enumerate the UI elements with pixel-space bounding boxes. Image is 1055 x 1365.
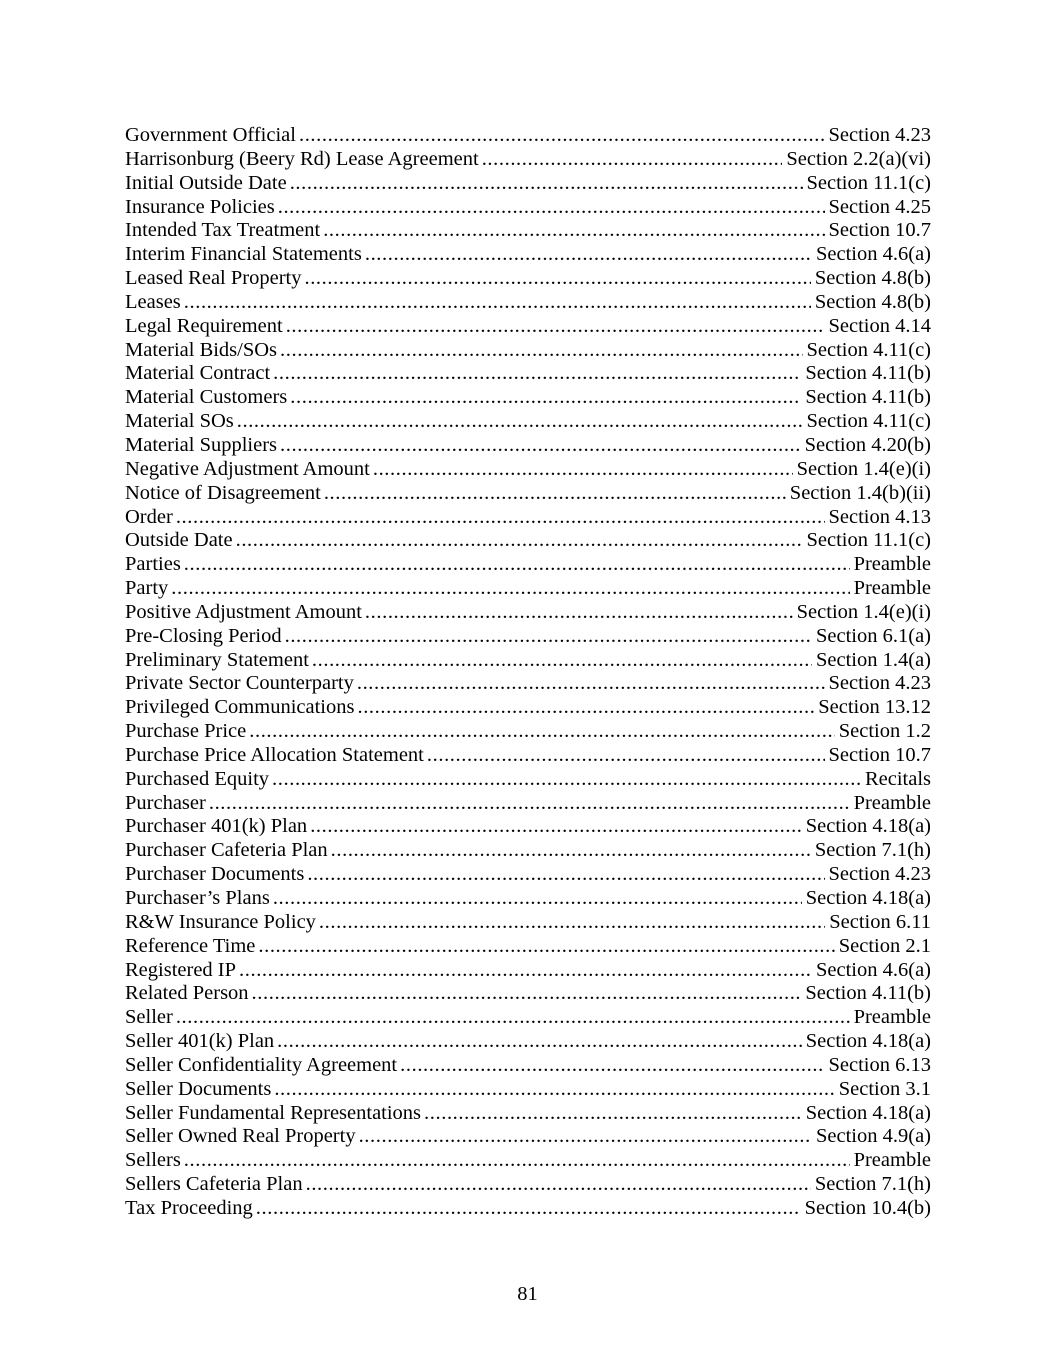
term-label: Leases <box>125 290 181 313</box>
term-label: Purchaser Cafeteria Plan <box>125 839 328 862</box>
term-label: Seller Fundamental Representations <box>125 1101 422 1124</box>
section-reference: Section 6.11 <box>829 910 931 933</box>
index-entry-row <box>125 339 931 363</box>
section-reference: Section 11.1(c) <box>806 171 931 194</box>
index-entry-row <box>125 553 931 577</box>
term-label: Party <box>125 577 169 600</box>
term-label: Seller <box>125 1006 173 1029</box>
section-reference: Section 10.4(b) <box>804 1196 931 1219</box>
term-label: Sellers Cafeteria Plan <box>125 1173 303 1196</box>
index-entry-row <box>125 1054 931 1078</box>
dot-leader <box>306 1173 811 1197</box>
term-label: Material Customers <box>125 386 288 409</box>
index-entry-row <box>125 315 931 339</box>
section-reference: Section 4.14 <box>828 314 931 337</box>
index-entry-row <box>125 815 931 839</box>
term-label: Purchaser <box>125 791 206 814</box>
section-reference: Section 1.2 <box>838 720 931 743</box>
index-entry-row <box>125 434 931 458</box>
term-label: Purchase Price <box>125 720 247 743</box>
section-reference: Preamble <box>853 791 931 814</box>
term-label: Related Person <box>125 982 249 1005</box>
section-reference: Preamble <box>853 553 931 576</box>
dot-leader <box>176 1006 850 1030</box>
dot-leader <box>274 1078 834 1102</box>
dot-leader <box>299 124 825 148</box>
term-label: Material Bids/SOs <box>125 338 278 361</box>
section-reference: Section 4.18(a) <box>805 815 931 838</box>
dot-leader <box>400 1054 824 1078</box>
index-entry-row <box>125 291 931 315</box>
section-reference: Section 1.4(e)(i) <box>796 457 931 480</box>
page-number: 81 <box>517 1283 538 1305</box>
dot-leader <box>273 887 802 911</box>
section-reference: Section 4.20(b) <box>804 433 931 456</box>
index-entry-row <box>125 124 931 148</box>
index-entry-row <box>125 172 931 196</box>
term-label: Insurance Policies <box>125 195 275 218</box>
index-entry-row <box>125 1030 931 1054</box>
dot-leader <box>280 434 801 458</box>
section-reference: Recitals <box>864 767 931 790</box>
dot-leader <box>359 1125 812 1149</box>
dot-leader <box>324 482 786 506</box>
index-entry-row <box>125 839 931 863</box>
dot-leader <box>310 815 802 839</box>
index-entry-row <box>125 577 931 601</box>
term-label: Purchaser’s Plans <box>125 887 270 909</box>
term-label: Seller Documents <box>125 1077 272 1100</box>
term-label: R&W Insurance Policy <box>125 910 316 933</box>
index-entry-row <box>125 982 931 1006</box>
section-reference: Section 3.1 <box>838 1077 931 1100</box>
index-entry-row <box>125 672 931 696</box>
section-reference: Section 10.7 <box>828 743 931 766</box>
dot-leader <box>319 911 825 935</box>
index-entry-row <box>125 911 931 935</box>
section-reference: Section 4.23 <box>828 672 931 695</box>
index-entry-row <box>125 625 931 649</box>
dot-leader <box>184 1149 850 1173</box>
index-entry-row <box>125 267 931 291</box>
index-entry-row <box>125 601 931 625</box>
index-entry-row <box>125 1102 931 1126</box>
term-label: Interim Financial Statements <box>125 243 362 266</box>
term-label: Parties <box>125 553 181 576</box>
index-entry-row <box>125 863 931 887</box>
section-reference: Section 4.11(b) <box>805 982 931 1005</box>
dot-leader <box>280 339 802 363</box>
dot-leader <box>256 1197 801 1221</box>
dot-leader <box>237 410 803 434</box>
section-reference: Section 7.1(h) <box>814 1173 931 1196</box>
section-reference: Section 4.23 <box>828 124 931 146</box>
term-label: Preliminary Statement <box>125 648 309 671</box>
section-reference: Section 4.25 <box>828 195 931 218</box>
term-label: Purchaser 401(k) Plan <box>125 815 308 838</box>
term-label: Negative Adjustment Amount <box>125 457 370 480</box>
dot-leader <box>307 863 824 887</box>
index-entry-row <box>125 959 931 983</box>
term-label: Seller 401(k) Plan <box>125 1030 275 1053</box>
section-reference: Section 4.11(b) <box>805 362 931 385</box>
index-entry-row <box>125 1197 931 1221</box>
term-label: Purchase Price Allocation Statement <box>125 743 424 766</box>
index-entry-row <box>125 887 931 911</box>
section-reference: Section 4.11(c) <box>806 338 931 361</box>
section-reference: Section 11.1(c) <box>806 529 931 552</box>
index-entry-row <box>125 720 931 744</box>
section-reference: Section 2.2(a)(vi) <box>786 147 931 170</box>
dot-leader <box>373 458 793 482</box>
term-label: Seller Owned Real Property <box>125 1125 356 1148</box>
term-label: Purchased Equity <box>125 767 270 790</box>
section-reference: Section 1.4(a) <box>816 648 931 671</box>
term-label: Initial Outside Date <box>125 171 287 194</box>
dot-leader <box>277 1030 802 1054</box>
dot-leader <box>331 839 811 863</box>
section-reference: Section 6.13 <box>828 1053 931 1076</box>
index-entry-row <box>125 243 931 267</box>
dot-leader <box>285 625 812 649</box>
index-entry-row <box>125 482 931 506</box>
section-reference: Section 4.13 <box>828 505 931 528</box>
section-reference: Section 4.8(b) <box>814 267 931 290</box>
term-label: Pre-Closing Period <box>125 624 282 647</box>
term-label: Material SOs <box>125 410 234 433</box>
index-entry-row <box>125 362 931 386</box>
section-reference: Section 4.9(a) <box>816 1125 931 1148</box>
term-label: Material Suppliers <box>125 433 278 456</box>
dot-leader <box>482 148 783 172</box>
index-entry-row <box>125 1125 931 1149</box>
dot-leader <box>272 768 861 792</box>
term-label: Private Sector Counterparty <box>125 672 354 695</box>
index-entry-row <box>125 410 931 434</box>
index-entry-row <box>125 458 931 482</box>
dot-leader <box>357 696 814 720</box>
section-reference: Preamble <box>853 1006 931 1029</box>
dot-leader <box>278 196 825 220</box>
dot-leader <box>290 172 803 196</box>
dot-leader <box>365 243 812 267</box>
term-label: Tax Proceeding <box>125 1196 253 1219</box>
index-entry-row <box>125 768 931 792</box>
dot-leader <box>184 553 850 577</box>
dot-leader <box>176 506 825 530</box>
dot-leader <box>184 291 811 315</box>
index-entry-row <box>125 1173 931 1197</box>
section-reference: Section 4.8(b) <box>814 290 931 313</box>
dot-leader <box>323 219 824 243</box>
term-label: Positive Adjustment Amount <box>125 600 362 623</box>
index-entry-row <box>125 1149 931 1173</box>
term-label: Government Official <box>125 124 296 146</box>
dot-leader <box>312 649 812 673</box>
section-reference: Section 7.1(h) <box>814 839 931 862</box>
term-label: Legal Requirement <box>125 314 283 337</box>
section-reference: Section 13.12 <box>818 696 931 719</box>
dot-leader <box>304 267 810 291</box>
dot-leader <box>236 529 803 553</box>
term-label: Leased Real Property <box>125 267 302 290</box>
dot-leader <box>273 362 801 386</box>
term-label: Material Contract <box>125 362 271 385</box>
section-reference: Preamble <box>853 577 931 600</box>
index-entry-row <box>125 219 931 243</box>
dot-leader <box>258 935 834 959</box>
term-label: Registered IP <box>125 958 237 981</box>
term-label: Harrisonburg (Beery Rd) Lease Agreement <box>125 147 479 170</box>
dot-leader <box>249 720 835 744</box>
section-reference: Section 1.4(e)(i) <box>796 600 931 623</box>
term-label: Sellers <box>125 1149 181 1172</box>
term-label: Intended Tax Treatment <box>125 219 321 242</box>
index-entry-row <box>125 196 931 220</box>
index-entry-row <box>125 1006 931 1030</box>
term-label: Privileged Communications <box>125 696 355 719</box>
dot-leader <box>424 1102 802 1126</box>
section-reference: Section 2.1 <box>838 934 931 957</box>
dot-leader <box>171 577 849 601</box>
dot-leader <box>209 792 850 816</box>
index-entry-row <box>125 935 931 959</box>
section-reference: Section 4.18(a) <box>805 887 931 909</box>
dot-leader <box>357 672 825 696</box>
definitions-index <box>125 124 931 1221</box>
term-label: Reference Time <box>125 934 256 957</box>
term-label: Purchaser Documents <box>125 863 305 886</box>
section-reference: Section 6.1(a) <box>816 624 931 647</box>
section-reference: Section 1.4(b)(ii) <box>789 481 931 504</box>
section-reference: Section 10.7 <box>828 219 931 242</box>
section-reference: Preamble <box>853 1149 931 1172</box>
dot-leader <box>290 386 801 410</box>
index-entry-row <box>125 744 931 768</box>
index-entry-row <box>125 1078 931 1102</box>
section-reference: Section 4.6(a) <box>816 243 931 266</box>
dot-leader <box>239 959 812 983</box>
index-entry-row <box>125 649 931 673</box>
index-entry-row <box>125 386 931 410</box>
section-reference: Section 4.18(a) <box>805 1030 931 1053</box>
term-label: Order <box>125 505 173 528</box>
dot-leader <box>252 982 802 1006</box>
dot-leader <box>286 315 825 339</box>
index-entry-row <box>125 792 931 816</box>
section-reference: Section 4.6(a) <box>816 958 931 981</box>
index-entry-row <box>125 529 931 553</box>
index-entry-row <box>125 148 931 172</box>
term-label: Outside Date <box>125 529 233 552</box>
section-reference: Section 4.11(b) <box>805 386 931 409</box>
dot-leader <box>427 744 825 768</box>
section-reference: Section 4.18(a) <box>805 1101 931 1124</box>
index-entry-row <box>125 506 931 530</box>
dot-leader <box>365 601 793 625</box>
section-reference: Section 4.11(c) <box>806 410 931 433</box>
term-label: Seller Confidentiality Agreement <box>125 1053 398 1076</box>
index-entry-row <box>125 696 931 720</box>
term-label: Notice of Disagreement <box>125 481 321 504</box>
section-reference: Section 4.23 <box>828 863 931 886</box>
